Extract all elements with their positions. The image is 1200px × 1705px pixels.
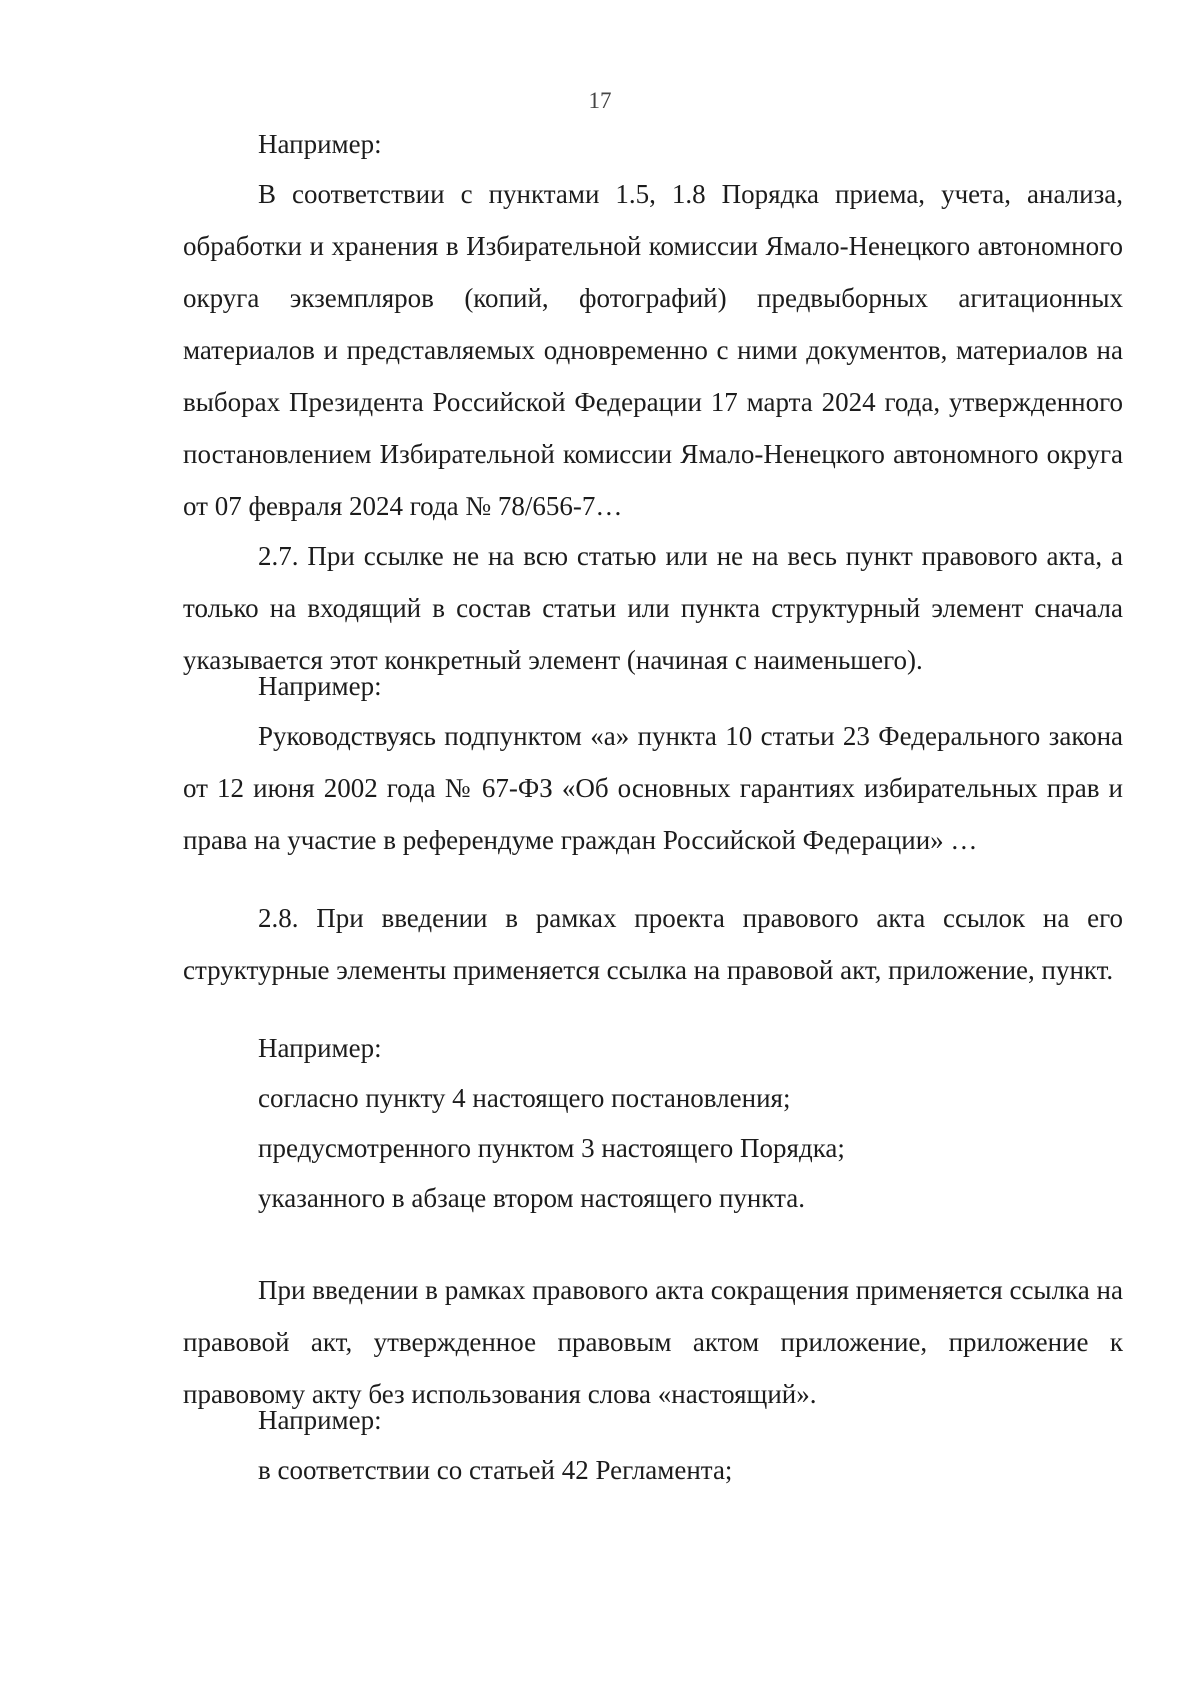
section-2-8: 2.8. При введении в рамках проекта правового акта ссылок на его структурные элементы применяется ссылка на правовой акт, приложение, пункт. [183,903,1123,985]
example-label-2: Например: [258,671,382,701]
section-2-7: 2.7. При ссылке не на всю статью или не на весь пункт правового акта, а только на входящий в состав статьи или пункта структурный элемент сначала указывается этот конкретный элемент (начиная с наименьшего). [183,541,1123,675]
example-3-item: согласно пункту 4 настоящего постановления; [258,1083,791,1113]
example-4-item: в соответствии со статьей 42 Регламента; [258,1455,733,1485]
paragraph-abbreviation: При введении в рамках правового акта сокращения применяется ссылка на правовой акт, утвержденное правовым актом приложение, приложение к правовому акту без использования слова «настоящий». [183,1275,1123,1409]
example-1-text: В соответствии с пунктами 1.5, 1.8 Порядка приема, учета, анализа, обработки и хранения в Избирательной комиссии Ямало-Ненецкого автономного округа экземпляров (копий, фотографий) предвыборных агитационных материалов и представляемых одновременно с ними документов, материалов на выборах Президента Российской Федерации 17 марта 2024 года, утвержденного постановлением Избирательной комиссии Ямало-Ненецкого автономного округа от 07 февраля 2024 года № 78/656-7… [183,179,1123,521]
example-label-3: Например: [258,1033,382,1063]
example-label-1: Например: [258,129,382,159]
example-2-text: Руководствуясь подпунктом «а» пункта 10 статьи 23 Федерального закона от 12 июня 2002 года № 67-ФЗ «Об основных гарантиях избирательных прав и права на участие в референдуме граждан Российской Федерации» … [183,721,1123,855]
page-number: 17 [588,88,612,113]
example-3-item: предусмотренного пунктом 3 настоящего Порядка; [258,1133,845,1163]
example-3-item: указанного в абзаце втором настоящего пункта. [258,1183,806,1213]
example-label-4: Например: [258,1405,382,1435]
